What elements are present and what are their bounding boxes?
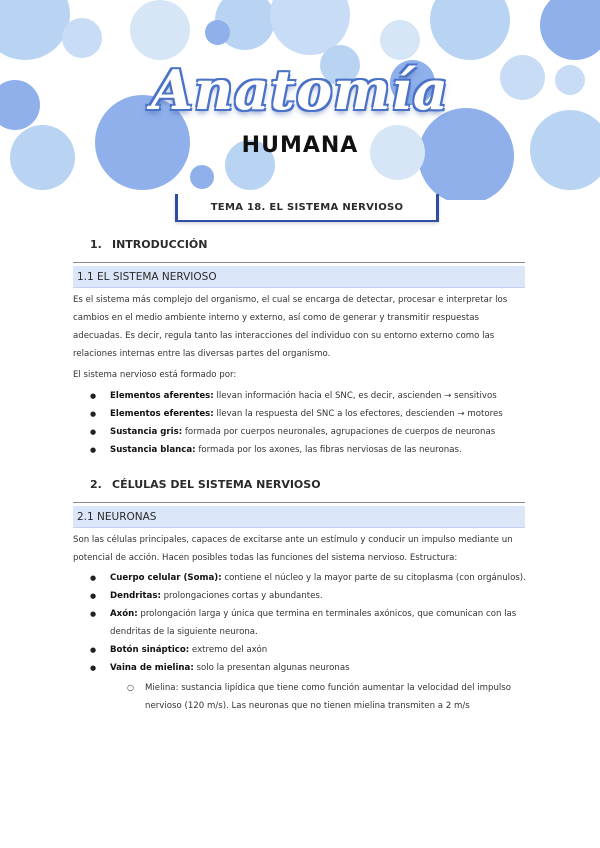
divider — [73, 262, 525, 263]
section-title: CÉLULAS DEL SISTEMA NERVIOSO — [112, 478, 321, 491]
paragraph: Es el sistema más complejo del organismo, el cual se encarga de detectar, procesar e interpretar los cambios en el medio ambiente interno y externo, así como de generar y transmitir respuestas adecuadas. Es decir, regula tanto las interacciones del individuo con su entorno externo como las relaciones internas entre las diversas partes del organismo. — [73, 295, 508, 359]
topic-box — [175, 194, 439, 222]
subsection-title: 1.1 EL SISTEMA NERVIOSO — [77, 270, 217, 283]
list-item: ● Vaina de mielina: solo la presentan algunas neuronas — [90, 659, 530, 677]
bullet-list — [90, 569, 530, 677]
section-number: 1. — [90, 238, 102, 251]
sub-list-item: ○ Mielina: sustancia lipídica que tiene como función aumentar la velocidad del impulso nervioso (120 m/s). Las neuronas que no tienen mielina transmiten a 2 m/s — [127, 679, 545, 715]
subsection-heading — [73, 506, 525, 528]
decor-circle — [190, 165, 214, 189]
list-item: ● Sustancia gris: formada por cuerpos neuronales, agrupaciones de cuerpos de neuronas — [90, 423, 530, 441]
section-heading — [90, 478, 321, 491]
decor-circle — [0, 0, 70, 60]
list-item: ● Axón: prolongación larga y única que termina en terminales axónicos, que comunican con las dendritas de la siguiente neurona. — [90, 605, 530, 641]
list-item: ● Botón sináptico: extremo del axón — [90, 641, 530, 659]
document-subtitle: HUMANA — [241, 133, 359, 158]
paragraph: Son las células principales, capaces de excitarse ante un estímulo y conducir un impulso mediante un potencial de acción. Hacen posibles todas las funciones del sistema nervioso. Estructura: — [73, 535, 513, 563]
list-item: ● Elementos eferentes: llevan la respuesta del SNC a los efectores, descienden → motores — [90, 405, 530, 423]
decor-circle — [62, 18, 102, 58]
list-item: ● Cuerpo celular (Soma): contiene el núcleo y la mayor parte de su citoplasma (con orgánulos). — [90, 569, 530, 587]
section-heading — [90, 238, 207, 251]
subsection-title: 2.1 NEURONAS — [77, 510, 157, 523]
header-banner — [0, 0, 600, 200]
list-item: ● Dendritas: prolongaciones cortas y abundantes. — [90, 587, 530, 605]
decor-circle — [130, 0, 190, 60]
decor-circle — [205, 20, 230, 45]
topic-title: TEMA 18. EL SISTEMA NERVIOSO — [210, 201, 404, 213]
subsection-heading — [73, 266, 525, 288]
decor-circle — [380, 20, 420, 60]
circle-bullet-icon: ○ — [127, 683, 134, 692]
section-number: 2. — [90, 478, 102, 491]
decor-circle — [540, 0, 600, 60]
list-item: ● Elementos aferentes: llevan información hacia el SNC, es decir, ascienden → sensitivos — [90, 387, 530, 405]
list-item: ● Sustancia blanca: formada por los axones, las fibras nerviosas de las neuronas. — [90, 441, 530, 459]
divider — [73, 502, 525, 503]
document-title: Anatomía — [151, 58, 449, 122]
bullet-list — [90, 387, 530, 459]
paragraph: El sistema nervioso está formado por: — [73, 370, 237, 380]
decor-circle — [430, 0, 510, 60]
section-title: INTRODUCCIÓN — [112, 238, 208, 251]
